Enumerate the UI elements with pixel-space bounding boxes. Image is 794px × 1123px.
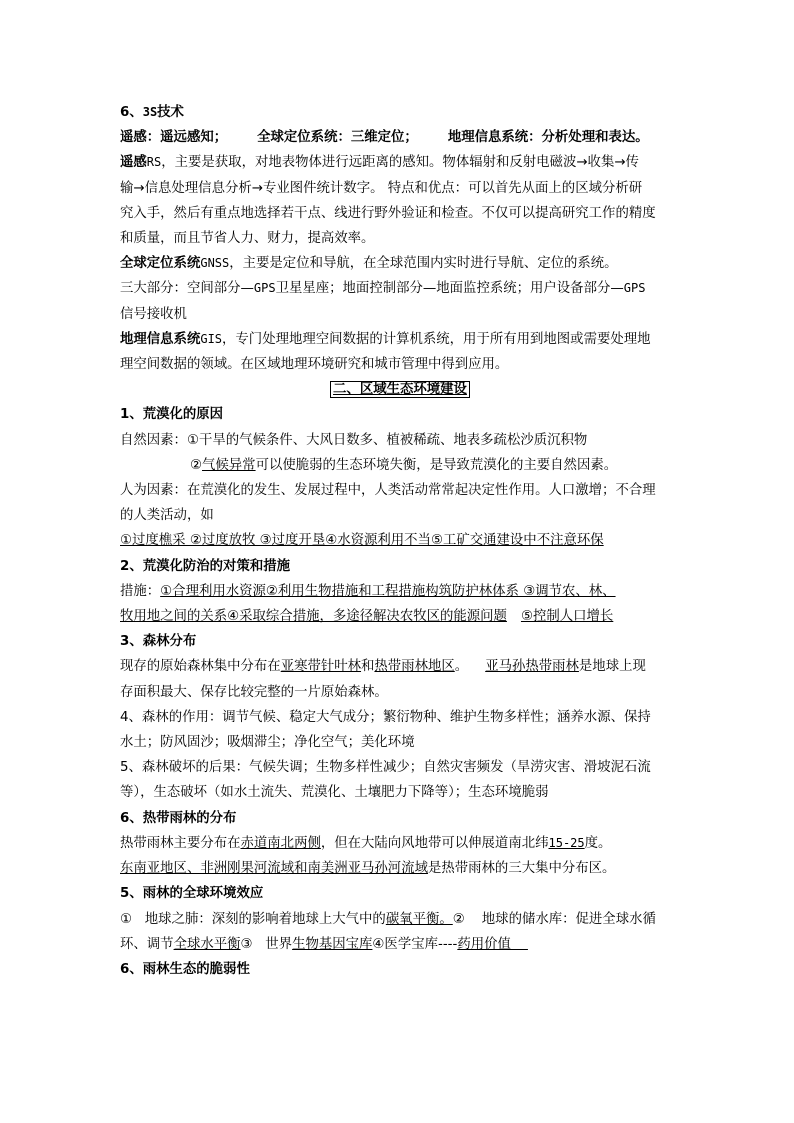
document-page: 6、3S技术 遥感：遥远感知； 全球定位系统：三维定位； 地理信息系统：分析处理和表达。 遥感RS，主要是获取，对地表物体进行远距离的感知。物体辐射和反射电磁波→收集→传 输→信息处理信息分析→专业图件统计数字。 特点和优点：可以首先从面上的区域分析研 究入手，然后有重点地选择若干点、线进行野外验证和检查。不仅可以提高研究工作的精度 和质量，而且节省人力、财力，提高效率。 全球定位系统GNSS，主要是定位和导航，在全球范围内实时进行导航、定位的系统。 三大部分：空间部分—GPS卫星星座；地面控制部分—地面监控系统；用户设备部分—GPS 信号接收机 地理信息系统GIS，专门处理地理空间数据的计算机系统，用于所有用到地图或需要处理地 理空间数据的领域。在区域地理环境研究和城市管理中得到应用。 二、区域生态环境建设 1、荒漠化的原因 自然因素：①干旱的气候条件、大风日数多、植被稀疏、地表多疏松沙质沉积物 ②气候异常可以使脆弱的生态环境失衡，是导致荒漠化的主要自然因素。 人为因素：在荒漠化的发生、发展过程中，人类活动常常起决定性作用。人口激增；不合理 的人类活动，如 ①过度樵采 ②过度放牧 ③过度开垦④水资源利用不当⑤工矿交通建设中不注意环保 2、荒漠化防治的对策和措施 措施：①合理利用水资源②利用生物措施和工程措施构筑防护林体系 ③调节农、林、 牧用地之间的关系④采取综合措施，多途径解决农牧区的能源问题 ⑤控制人口增长 3、森林分布 现存的原始森林集中分布在亚寒带针叶林和热带雨林地区。 亚马孙热带雨林是地球上现 存面积最大、保存比较完整的一片原始森林。 4、森林的作用：调节气候、稳定大气成分；繁衍物种、维护生物多样性；涵养水源、保持 水土；防风固沙；吸烟滞尘；净化空气；美化环境 5、森林破坏的后果：气候失调；生物多样性减少；自然灾害频发（旱涝灾害、滑坡泥石流 等），生态破坏（如水土流失、荒漠化、土壤肥力下降等）；生态环境脆弱 6、热带雨林的分布 热带雨林主要分布在赤道南北两侧，但在大陆向风地带可以伸展道南北纬15-25度。 东南亚地区、非洲刚果河流域和南美洲亚马孙河流域是热带雨林的三大集中分布区。 5、雨林的全球环境效应 ① 地球之肺：深刻的影响着地球上大气中的碳氧平衡。② 地球的储水库：促进全球水循 环、调节全球水平衡③ 世界生物基因宝库④医学宝库----药用价值 6、雨林生态的脆弱性 xyxy=(120,100,680,982)
forest-distribution-heading: 3、森林分布 xyxy=(120,634,197,650)
natural-factors: 自然因素：①干旱的气候条件、大风日数多、植被稀疏、地表多疏松沙质沉积物 xyxy=(120,432,588,448)
rainforest-fragility-heading: 6、雨林生态的脆弱性 xyxy=(120,961,250,977)
measures-line-1: 措施：①合理利用水资源②利用生物措施和工程措施构筑防护林体系 ③调节农、林、 xyxy=(120,583,616,599)
measures-line-2: 牧用地之间的关系④采取综合措施，多途径解决农牧区的能源问题 ⑤控制人口增长 xyxy=(120,609,614,625)
three-parts: 三大部分：空间部分—GPS卫星星座；地面控制部分—地面监控系统；用户设备部分—GPS xyxy=(120,281,646,297)
gnss-paragraph: 全球定位系统GNSS，主要是定位和导航，在全球范围内实时进行导航、定位的系统。 xyxy=(120,256,618,272)
desertification-measures-heading: 2、荒漠化防治的对策和措施 xyxy=(120,558,291,574)
rs-paragraph: 遥感RS，主要是获取，对地表物体进行远距离的感知。物体辐射和反射电磁波→收集→传 xyxy=(120,155,639,171)
desertification-causes-heading: 1、荒漠化的原因 xyxy=(120,407,224,423)
section-2-title: 二、区域生态环境建设 xyxy=(120,377,680,402)
human-factors: 人为因素：在荒漠化的发生、发展过程中，人类活动常常起决定性作用。人口激增；不合理 xyxy=(120,483,656,499)
section-3s-heading: 6、3S技术 xyxy=(120,105,184,120)
rainforest-distribution-heading: 6、热带雨林的分布 xyxy=(120,810,237,826)
rainforest-effects-heading: 5、雨林的全球环境效应 xyxy=(120,886,264,902)
forest-damage: 5、森林破坏的后果：气候失调；生物多样性减少；自然灾害频发（旱涝灾害、滑坡泥石流 xyxy=(120,760,651,776)
gis-paragraph: 地理信息系统GIS，专门处理地理空间数据的计算机系统，用于所有用到地图或需要处理地 xyxy=(120,331,651,347)
human-activities-list: ①过度樵采 ②过度放牧 ③过度开垦④水资源利用不当⑤工矿交通建设中不注意环保 xyxy=(120,533,604,549)
3s-definitions: 遥感：遥远感知； 全球定位系统：三维定位； 地理信息系统：分析处理和表达。 xyxy=(120,130,649,146)
forest-role: 4、森林的作用：调节气候、稳定大气成分；繁衍物种、维护生物多样性；涵养水源、保持 xyxy=(120,709,651,725)
